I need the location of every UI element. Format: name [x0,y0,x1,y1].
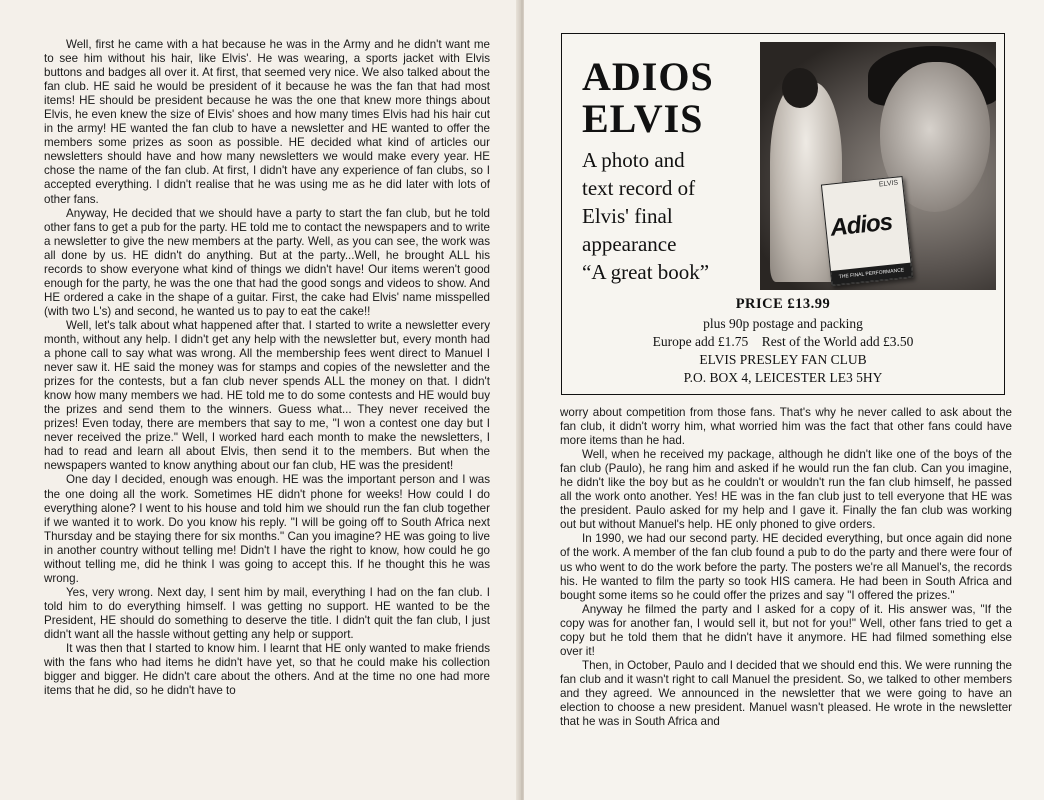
paragraph: Then, in October, Paulo and I decided that we should end this. We were running the fan club and it wasn't right to call Manuel the president. So, we talked to other members and they agreed. We announced in the newsletter that we were going to have an election to choose a new president. Manuel wasn't pleased. He wrote in the newsletter that he was in South Africa and [560,658,1012,729]
paragraph: In 1990, we had our second party. HE decided everything, but once again did none of the work. A member of the fan club found a pub to do the party and there were four of us who went to do the work before the party. The posters we're all Manuel's, the records his. He wanted to film the party so took HIS camera. He had been in South Africa and bought some items so he could offer the prizes and say "I offered the prizes." [560,532,1012,602]
advert-europe: Europe add £1.75 [652,334,749,349]
advert-rates [562,334,1004,350]
right-page [524,0,1044,800]
right-text-column [560,406,1012,729]
paragraph: worry about competition from those fans. That's why he never called to ask about the fan club, it didn't worry him, what worried him was the fact that other fans could have more items than he had. [560,406,1012,448]
book-cover-title: Adios [829,208,894,242]
advert-club: ELVIS PRESLEY FAN CLUB [699,352,867,367]
book-cover-label: ELVIS [878,179,899,189]
book-cover [821,176,913,286]
paragraph: It was then that I started to know him. I learnt that HE only wanted to make friends with the fans who had items he didn't have yet, so that he could make his collection bigger and bigger. He didn't care about the others. And at the time no one had more items that he did, so he didn't have to [44,642,490,698]
advert-title-line: ELVIS [582,96,704,141]
paragraph: Well, let's talk about what happened after that. I started to write a newsletter every month, without any help. I didn't get any help with the newsletter but, every month had a phone call to say what was wrong. All the membership fees went direct to Manuel I never saw it. HE said the money was for stamps and copies of the newsletter and the prizes for the contests, but a fan club never spends ALL the money on that. I didn't know how many members we had. HE told me to do some contests and HE would buy the prizes and send them to the winners. Guess what... They never received the prizes! Even today, there are members that say to me, "I won a contest one day but I never received the prize." Well, I worked hard each month to make the newsletters, I had to read and learn all about Elvis, then send it to the members. But when the newspapers wanted to know anything about our fan club, HE was the president! [44,318,490,473]
paragraph: Well, when he received my package, although he didn't like one of the boys of the fan club (Paulo), he rang him and asked if he would run the fan club. Can you imagine, he didn't like the boy but as he couldn't or wouldn't run the fan club himself, he passed all the work onto another. Yes! HE was in the fan club just to tell everyone that HE was the president. Paulo asked for my help and I gave it. Finally the fan club was working out but without Manuel's help. HE only phoned to give orders. [560,448,1012,532]
paragraph: Yes, very wrong. Next day, I sent him by mail, everything I had on the fan club. I told him to do everything himself. I was getting no support. HE wanted to be the President, HE should do something to deserve the title. I didn't quit the fan club, I just didn't want all the hassle without getting any help or support. [44,585,490,641]
left-text-column [44,38,490,698]
performer-head [782,68,818,108]
advert-subtitle [582,146,772,286]
advert-subtitle-line: appearance [582,232,677,256]
advert-subtitle-line: A photo and [582,148,685,172]
advert-subtitle-line: text record of [582,176,696,200]
advert-title [582,56,714,140]
paragraph: Well, first he came with a hat because he was in the Army and he didn't want me to see him without his hair, like Elvis'. He was wearing, a sports jacket with Elvis buttons and badges all over it. At first, that seemed very nice. We also talked about the fan club. HE said he would be president of it because he was the fan that had most items! HE should be president because he was the one that knew more things about Elvis, he even knew the size of Elvis' shoes and how many times Elvis had his hair cut in the army! HE wanted the fan club to have a newsletter and HE wanted to offer the members some prizes as soon as possible. HE decided what kind of articles our newsletters should have and how many newsletters we would make every year. HE chose the name of the fan club. At first, I didn't have any experience of fan clubs, so I accepted everything. I didn't realise that he was using me as he did later with lots of other fans. [44,38,490,206]
book-advert [561,33,1005,395]
advert-title-line: ADIOS [582,54,714,99]
advert-address: P.O. BOX 4, LEICESTER LE3 5HY [683,370,883,385]
advert-subtitle-line: “A great book” [582,260,710,284]
book-cover-strip: THE FINAL PERFORMANCE [831,263,912,285]
advert-subtitle-line: Elvis' final [582,204,673,228]
paragraph: Anyway, He decided that we should have a party to start the fan club, but he told other fans to get a pub for the party. HE told me to contact the newspapers and to write a newsletter to give the new members at the party. Well, as you can see, the work was all done by us. HE didn't do anything. But at the party...Well, he brought ALL his records to show everyone what kind of things we didn't have! Our items weren't good enough for the party, he was the one that had the good songs and videos to show. And HE ordered a cake in the shape of a guitar. First, the cake had Elvis' name misspelled (with two L's) and second, he wanted us to pay to eat the cake!! [44,206,490,318]
paragraph: One day I decided, enough was enough. HE was the important person and I was the one doing all the work. Sometimes HE didn't phone for weeks! How could I do everything alone? I went to his house and told him we should run the fan club together if we wanted it to work. Do you know his reply. "I will be going off to South Africa next Thursday and be staying there for six months." Can you imagine? HE was going to live in another country without telling me! Didn't I have the right to know, how could he go without telling me, did he think I was going to accept this. If he thought this he was wrong. [44,473,490,585]
advert-postage: plus 90p postage and packing [703,316,863,331]
advert-world: Rest of the World add £3.50 [761,334,914,349]
advert-photo [760,42,996,290]
paragraph: Anyway he filmed the party and I asked for a copy of it. His answer was, "If the copy was for another fan, I would sell it, but not for you!" Well, other fans tried to get a copy but he told them that he didn't have it anymore. HE had filmed something else over it! [560,602,1012,658]
advert-price: PRICE £13.99 [735,296,831,312]
left-page [0,0,520,800]
